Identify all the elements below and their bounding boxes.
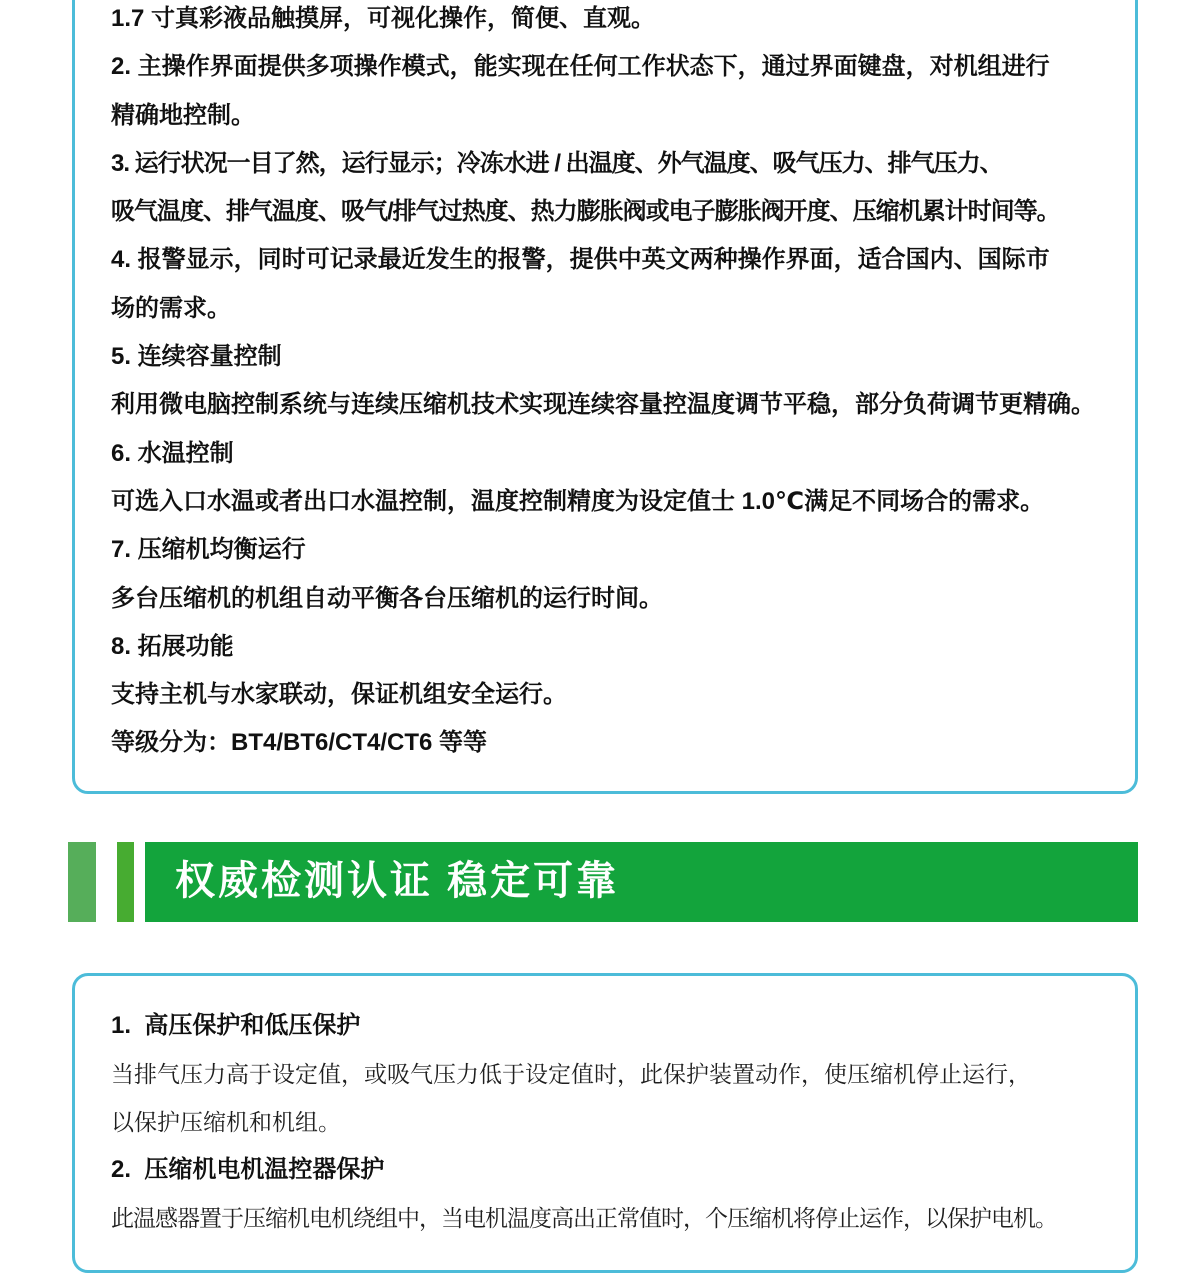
feature-line: 多台压缩机的机组自动平衡各台压缩机的运行时间。 bbox=[111, 584, 663, 612]
feature-line: 1.7 寸真彩液品触摸屏，可视化操作，简便、直观。 bbox=[111, 5, 656, 32]
protection-line: 1. 高压保护和低压保护 bbox=[111, 1012, 361, 1039]
feature-line: 精确地控制。 bbox=[111, 101, 255, 129]
feature-line: 7. 压缩机均衡运行 bbox=[111, 536, 306, 564]
feature-line: 5. 连续容量控制 bbox=[111, 343, 282, 371]
feature-line: 8. 拓展功能 bbox=[111, 632, 234, 660]
protection-line: 当排气压力高于设定值，或吸气压力低于设定值时，此保护装置动作，使压缩机停止运行， bbox=[111, 1061, 1031, 1087]
feature-line: 可选入口水温或者出口水温控制，温度控制精度为设定值士 1.0℃满足不同场合的需求。 bbox=[111, 487, 1045, 515]
feature-line: 4. 报警显示，同时可记录最近发生的报警，提供中英文两种操作界面，适合国内、国际市 bbox=[111, 246, 1050, 274]
feature-line: 3. 运行状况一目了然，运行显示；冷冻水进 / 出温度、外气温度、吸气压力、排气压力、 bbox=[111, 149, 1003, 177]
feature-line: 2. 主操作界面提供多项操作模式，能实现在任何工作状态下，通过界面键盘，对机组进行 bbox=[111, 53, 1050, 81]
section-banner bbox=[145, 842, 1138, 922]
banner-accent-bar-light bbox=[68, 842, 96, 922]
banner-accent-bar-bright bbox=[117, 842, 134, 922]
protection-line: 2. 压缩机电机温控器保护 bbox=[111, 1156, 385, 1183]
section-banner-title: 权威检测认证 稳定可靠 bbox=[175, 859, 620, 903]
feature-line: 场的需求。 bbox=[111, 294, 231, 322]
feature-line: 吸气温度、排气温度、吸气/排气过热度、热力膨胀阀或电子膨胀阀开度、压缩机累计时间等。 bbox=[111, 198, 1060, 226]
protection-line: 以保护压缩机和机组。 bbox=[111, 1109, 341, 1135]
feature-line: 支持主机与水家联动，保证机组安全运行。 bbox=[111, 681, 567, 709]
feature-line: 等级分为：BT4/BT6/CT4/CT6 等等 bbox=[111, 729, 488, 757]
feature-text-box bbox=[72, 0, 1138, 794]
feature-line: 利用微电脑控制系统与连续压缩机技术实现连续容量控温度调节平稳，部分负荷调节更精确。 bbox=[111, 391, 1095, 419]
protection-text-box bbox=[72, 973, 1138, 1273]
protection-line: 此温感器置于压缩机电机绕组中，当电机温度高出正常值时，个压缩机将停止运作，以保护电机。 bbox=[111, 1205, 1057, 1231]
feature-line: 6. 水温控制 bbox=[111, 439, 234, 467]
